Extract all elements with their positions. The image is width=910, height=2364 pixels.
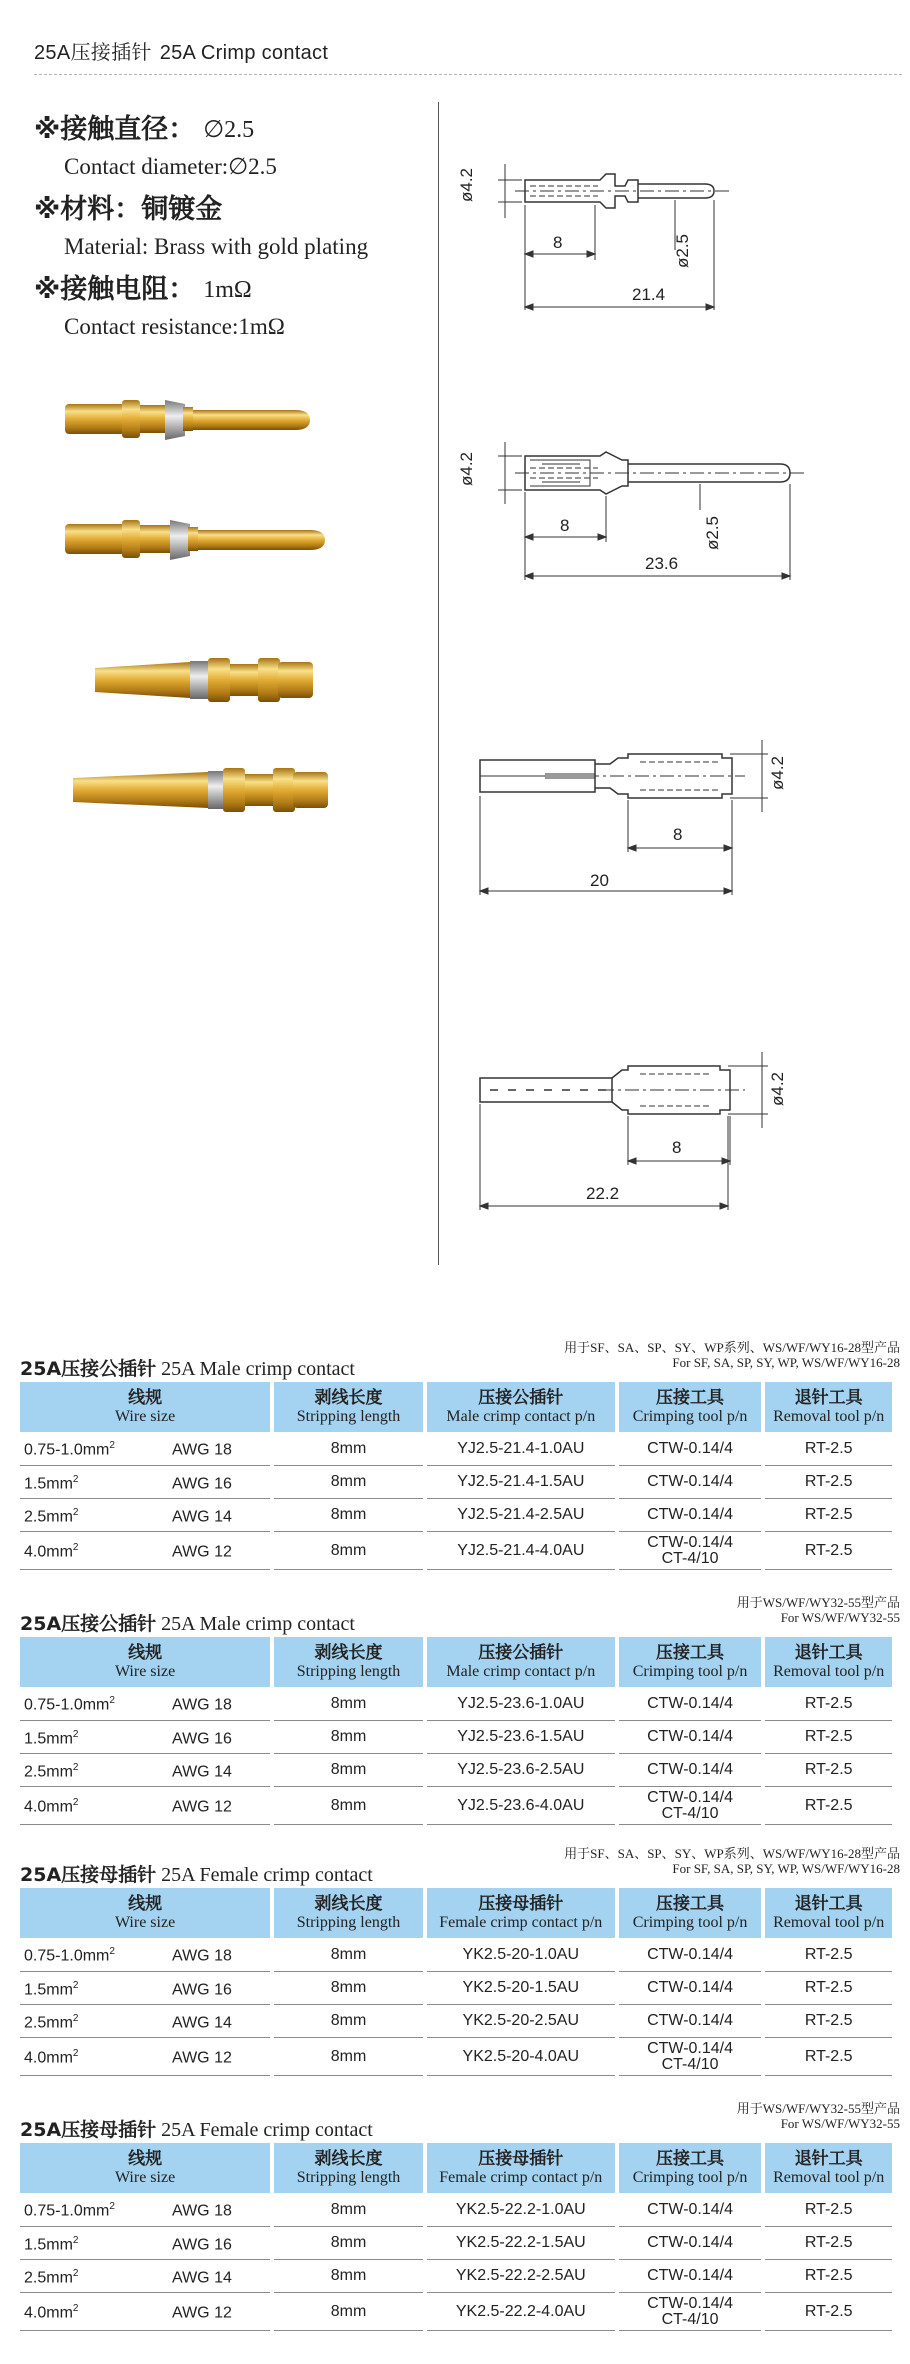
dim-pin: ø2.5 [673,233,692,268]
dim-total: 23.6 [645,554,679,573]
cell-contact-pn: YK2.5-20-4.0AU [427,2038,615,2076]
cell-wire-size: $2.5mm^2$ AWG 14 [20,1754,270,1787]
dim-diameter: ø4.2 [457,167,476,202]
cell-contact-pn: YJ2.5-21.4-4.0AU [427,1532,615,1570]
male-contact-photo-2 [60,510,340,570]
cell-stripping-length: 8mm [274,1972,423,2005]
table-row [20,1466,892,1499]
cell-stripping-length: 8mm [274,2293,423,2331]
table-row [20,1721,892,1754]
spec-material-cn: ※材料：铜镀金 [34,194,223,225]
header-stripping-length: 剥线长度 Stripping length [274,1888,423,1938]
dim-total: 21.4 [632,285,666,304]
header-removal-tool: 退针工具 Removal tool p/n [765,2143,892,2193]
contact-table [16,1637,896,1825]
cell-contact-pn: YJ2.5-21.4-1.5AU [427,1466,615,1499]
cell-wire-size: $2.5mm^2$ AWG 14 [20,2260,270,2293]
page-title [34,36,328,65]
cell-contact-pn: YJ2.5-23.6-4.0AU [427,1787,615,1825]
male-contact-photo-1 [60,390,340,450]
header-removal-tool: 退针工具 Removal tool p/n [765,1888,892,1938]
dim-length: 8 [560,516,570,535]
contact-table [16,1888,896,2076]
male-contact-drawing-21-4 [450,150,890,320]
spec-block [34,110,434,350]
cell-stripping-length: 8mm [274,1787,423,1825]
table-header-row [20,2143,892,2193]
cell-removal-tool: RT-2.5 [765,1687,892,1721]
dim-diameter: ø4.2 [768,755,787,790]
cell-contact-pn: YJ2.5-21.4-1.0AU [427,1432,615,1466]
cell-removal-tool: RT-2.5 [765,1938,892,1972]
female-contact-photo-1 [90,650,340,710]
cell-contact-pn: YJ2.5-23.6-1.5AU [427,1721,615,1754]
table-row [20,1972,892,2005]
cell-removal-tool: RT-2.5 [765,1432,892,1466]
cell-contact-pn: YJ2.5-23.6-1.0AU [427,1687,615,1721]
cell-crimping-tool: CTW-0.14/4 [619,1499,762,1532]
dim-pin: ø2.5 [703,515,722,550]
table-row [20,1938,892,1972]
table-row [20,2260,892,2293]
dim-diameter: ø4.2 [457,451,476,486]
cell-stripping-length: 8mm [274,2038,423,2076]
cell-removal-tool: RT-2.5 [765,1721,892,1754]
table-row [20,1787,892,1825]
header-crimping-tool: 压接工具 Crimping tool p/n [619,2143,762,2193]
header-contact-pn: 压接公插针 Male crimp contact p/n [427,1637,615,1687]
cell-crimping-tool: CTW-0.14/4 CT-4/10 [619,1787,762,1825]
cell-removal-tool: RT-2.5 [765,1972,892,2005]
cell-stripping-length: 8mm [274,1754,423,1787]
female-contact-drawing-20 [450,740,890,910]
male-contact-drawing-23-6 [450,430,890,600]
cell-contact-pn: YK2.5-20-1.5AU [427,1972,615,2005]
table-row [20,1687,892,1721]
header-wire-size: 线规 Wire size [20,1637,270,1687]
header-contact-pn: 压接母插针 Female crimp contact p/n [427,2143,615,2193]
table-row [20,2293,892,2331]
cell-contact-pn: YK2.5-22.2-1.0AU [427,2193,615,2227]
table-header-row [20,1637,892,1687]
cell-wire-size: $2.5mm^2$ AWG 14 [20,1499,270,1532]
table-row [20,2038,892,2076]
cell-crimping-tool: CTW-0.14/4 CT-4/10 [619,2293,762,2331]
cell-crimping-tool: CTW-0.14/4 [619,1938,762,1972]
page-title-en: 25A Crimp contact [159,42,329,64]
cell-wire-size: $1.5mm^2$ AWG 16 [20,1466,270,1499]
female-contact-photo-2 [68,760,338,820]
cell-crimping-tool: CTW-0.14/4 [619,2193,762,2227]
dim-diameter: ø4.2 [768,1071,787,1106]
cell-removal-tool: RT-2.5 [765,1787,892,1825]
spec-resistance-en: Contact resistance:1mΩ [64,314,285,339]
cell-stripping-length: 8mm [274,1687,423,1721]
spec-diameter-en: Contact diameter:∅2.5 [64,154,277,179]
cell-removal-tool: RT-2.5 [765,2227,892,2260]
cell-removal-tool: RT-2.5 [765,1466,892,1499]
header-contact-pn: 压接母插针 Female crimp contact p/n [427,1888,615,1938]
cell-stripping-length: 8mm [274,1466,423,1499]
spec-material-en: Material: Brass with gold plating [64,234,369,259]
cell-wire-size: $4.0mm^2$ AWG 12 [20,1787,270,1825]
contact-table [16,2143,896,2331]
cell-removal-tool: RT-2.5 [765,2038,892,2076]
contact-table [16,1382,896,1570]
table-header-row [20,1888,892,1938]
cell-wire-size: $0.75-1.0mm^2$ AWG 18 [20,2193,270,2227]
cell-crimping-tool: CTW-0.14/4 [619,2260,762,2293]
cell-wire-size: $4.0mm^2$ AWG 12 [20,2038,270,2076]
cell-wire-size: $0.75-1.0mm^2$ AWG 18 [20,1432,270,1466]
cell-stripping-length: 8mm [274,1721,423,1754]
cell-removal-tool: RT-2.5 [765,2293,892,2331]
cell-stripping-length: 8mm [274,1938,423,1972]
table-note: 用于WS/WF/WY32-55型产品 For WS/WF/WY32-55 [736,1595,900,1625]
table-row [20,1499,892,1532]
cell-wire-size: $1.5mm^2$ AWG 16 [20,2227,270,2260]
table-row [20,2005,892,2038]
header-wire-size: 线规 Wire size [20,1382,270,1432]
cell-crimping-tool: CTW-0.14/4 [619,2227,762,2260]
cell-wire-size: $1.5mm^2$ AWG 16 [20,1972,270,2005]
cell-stripping-length: 8mm [274,2193,423,2227]
cell-contact-pn: YK2.5-20-1.0AU [427,1938,615,1972]
spec-resistance-cn: ※接触电阻： 1mΩ [34,274,252,305]
vertical-divider [438,102,439,1265]
spec-diameter-cn: ※接触直径： ∅2.5 [34,114,255,145]
cell-wire-size: $1.5mm^2$ AWG 16 [20,1721,270,1754]
cell-crimping-tool: CTW-0.14/4 [619,1972,762,2005]
header-stripping-length: 剥线长度 Stripping length [274,2143,423,2193]
table-header-row [20,1382,892,1432]
cell-crimping-tool: CTW-0.14/4 CT-4/10 [619,2038,762,2076]
cell-contact-pn: YJ2.5-21.4-2.5AU [427,1499,615,1532]
cell-contact-pn: YK2.5-22.2-4.0AU [427,2293,615,2331]
table-title: 25A压接母插针 25A Female crimp contact [20,1864,373,1886]
cell-crimping-tool: CTW-0.14/4 CT-4/10 [619,1532,762,1570]
header-contact-pn: 压接公插针 Male crimp contact p/n [427,1382,615,1432]
header-removal-tool: 退针工具 Removal tool p/n [765,1637,892,1687]
header-crimping-tool: 压接工具 Crimping tool p/n [619,1888,762,1938]
cell-wire-size: $0.75-1.0mm^2$ AWG 18 [20,1687,270,1721]
header-stripping-length: 剥线长度 Stripping length [274,1382,423,1432]
header-crimping-tool: 压接工具 Crimping tool p/n [619,1382,762,1432]
table-title: 25A压接公插针 25A Male crimp contact [20,1358,355,1380]
cell-stripping-length: 8mm [274,1499,423,1532]
cell-wire-size: $4.0mm^2$ AWG 12 [20,1532,270,1570]
dim-length: 8 [673,825,683,844]
cell-removal-tool: RT-2.5 [765,1754,892,1787]
table-row [20,2193,892,2227]
cell-crimping-tool: CTW-0.14/4 [619,2005,762,2038]
cell-stripping-length: 8mm [274,1532,423,1570]
cell-contact-pn: YK2.5-20-2.5AU [427,2005,615,2038]
header-wire-size: 线规 Wire size [20,1888,270,1938]
cell-removal-tool: RT-2.5 [765,2005,892,2038]
cell-contact-pn: YJ2.5-23.6-2.5AU [427,1754,615,1787]
table-note: 用于WS/WF/WY32-55型产品 For WS/WF/WY32-55 [736,2101,900,2131]
female-contact-drawing-22-2 [450,1040,890,1220]
table-title: 25A压接母插针 25A Female crimp contact [20,2119,373,2141]
table-note: 用于SF、SA、SP、SY、WP系列、WS/WF/WY16-28型产品 For SF, SA, SP, SY, WP, WS/WF/WY16-28 [564,1340,900,1370]
dim-total: 22.2 [586,1184,620,1203]
cell-removal-tool: RT-2.5 [765,1499,892,1532]
cell-wire-size: $4.0mm^2$ AWG 12 [20,2293,270,2331]
cell-stripping-length: 8mm [274,2227,423,2260]
cell-removal-tool: RT-2.5 [765,2193,892,2227]
dim-total: 20 [590,871,609,890]
table-row [20,1754,892,1787]
cell-wire-size: $2.5mm^2$ AWG 14 [20,2005,270,2038]
dim-length: 8 [553,233,563,252]
cell-stripping-length: 8mm [274,1432,423,1466]
table-row [20,1432,892,1466]
header-wire-size: 线规 Wire size [20,2143,270,2193]
table-note: 用于SF、SA、SP、SY、WP系列、WS/WF/WY16-28型产品 For SF, SA, SP, SY, WP, WS/WF/WY16-28 [564,1846,900,1876]
cell-stripping-length: 8mm [274,2260,423,2293]
dim-length: 8 [672,1138,682,1157]
cell-crimping-tool: CTW-0.14/4 [619,1687,762,1721]
table-row [20,1532,892,1570]
table-row [20,2227,892,2260]
cell-removal-tool: RT-2.5 [765,1532,892,1570]
header-removal-tool: 退针工具 Removal tool p/n [765,1382,892,1432]
cell-contact-pn: YK2.5-22.2-1.5AU [427,2227,615,2260]
table-title: 25A压接公插针 25A Male crimp contact [20,1613,355,1635]
cell-crimping-tool: CTW-0.14/4 [619,1432,762,1466]
cell-stripping-length: 8mm [274,2005,423,2038]
cell-crimping-tool: CTW-0.14/4 [619,1721,762,1754]
cell-wire-size: $0.75-1.0mm^2$ AWG 18 [20,1938,270,1972]
cell-contact-pn: YK2.5-22.2-2.5AU [427,2260,615,2293]
header-divider [34,74,902,75]
cell-removal-tool: RT-2.5 [765,2260,892,2293]
cell-crimping-tool: CTW-0.14/4 [619,1754,762,1787]
header-stripping-length: 剥线长度 Stripping length [274,1637,423,1687]
page-title-cn: 25A压接插针 [34,42,152,64]
cell-crimping-tool: CTW-0.14/4 [619,1466,762,1499]
header-crimping-tool: 压接工具 Crimping tool p/n [619,1637,762,1687]
